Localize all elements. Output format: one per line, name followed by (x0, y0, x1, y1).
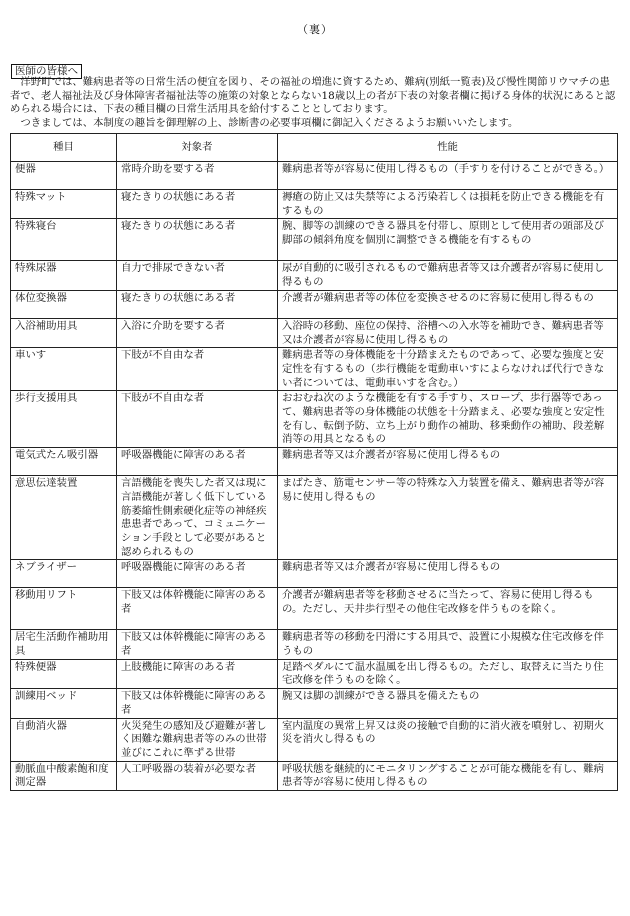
header-target: 対象者 (117, 134, 278, 162)
performance-cell: 腕、脚等の訓練のできる器具を付帯し、原則として使用者の頭部及び脚部の傾斜角度を個別に調整できる機能を有するもの (278, 219, 618, 261)
performance-cell: 介護者が難病患者等の体位を変換させるのに容易に使用し得るもの (278, 290, 618, 318)
performance-cell: 褥瘡の防止又は失禁等による汚染若しくは損耗を防止できる機能を有するもの (278, 190, 618, 219)
table-row (11, 659, 618, 688)
table-row (11, 761, 618, 790)
table-row (11, 630, 618, 659)
table-row (11, 689, 618, 718)
item-cell: 自動消火器 (11, 718, 117, 761)
header-item: 種目 (11, 134, 117, 162)
target-cell: 上肢機能に障害のある者 (117, 659, 278, 688)
table-row (11, 190, 618, 219)
performance-cell: 室内温度の異常上昇又は炎の接触で自動的に消火液を噴射し、初期火災を消火し得るもの (278, 718, 618, 761)
item-cell: 特殊便器 (11, 659, 117, 688)
table-row (11, 476, 618, 560)
item-cell: 特殊マット (11, 190, 117, 219)
table-row (11, 448, 618, 476)
item-cell: 車いす (11, 348, 117, 391)
target-cell: 常時介助を要する者 (117, 162, 278, 190)
performance-cell: 呼吸状態を継続的にモニタリングすることが可能な機能を有し、難病患者等が容易に使用し得るもの (278, 761, 618, 790)
target-cell: 入浴に介助を要する者 (117, 318, 278, 347)
table-row (11, 391, 618, 448)
table-row (11, 162, 618, 190)
performance-cell: 難病患者等が容易に使用し得るもの（手すりを付けることができる。） (278, 162, 618, 190)
table-header-row (11, 134, 618, 162)
performance-cell: まばたき、筋電センサー等の特殊な入力装置を備え、難病患者等が容易に使用し得るもの (278, 476, 618, 560)
header-performance: 性能 (278, 134, 618, 162)
item-cell: 体位変換器 (11, 290, 117, 318)
target-cell: 下肢又は体幹機能に障害のある者 (117, 588, 278, 630)
table-row (11, 348, 618, 391)
target-cell: 言語機能を喪失した者又は現に言語機能が著しく低下している筋萎縮性側索硬化症等の神経疾患患者であって、コミュニケーション手段として必要があると認められるもの (117, 476, 278, 560)
performance-cell: おおむね次のような機能を有する手すり、スロープ、歩行器等であって、難病患者等の身体機能の状態を十分踏まえ、必要な強度と安定性を有し、転倒予防、立ち上がり動作の補助、移乗動作の補助、段差解消等の用具となるもの (278, 391, 618, 448)
table-row (11, 219, 618, 261)
item-cell: 特殊尿器 (11, 261, 117, 290)
item-cell: ネブライザー (11, 560, 117, 588)
intro-paragraph: 洋野町では、難病患者等の日常生活の便宜を図り、その福祉の増進に資するため、難病(別紙一覧表)及び慢性関節リウマチの患者で、老人福祉法及び身体障害者福祉法等の施策の対象とならない18歳以上の者が下表の対象者欄に掲げる身体的状況にあると認められる場合には、下表の種目欄の日常生活用具を給付することとしております。 (10, 76, 616, 116)
performance-cell: 腕又は脚の訓練ができる器具を備えたもの (278, 689, 618, 718)
table-row (11, 588, 618, 630)
item-cell: 電気式たん吸引器 (11, 448, 117, 476)
target-cell: 下肢又は体幹機能に障害のある者 (117, 630, 278, 659)
performance-cell: 難病患者等又は介護者が容易に使用し得るもの (278, 560, 618, 588)
target-cell: 下肢又は体幹機能に障害のある者 (117, 689, 278, 718)
item-cell: 歩行支援用具 (11, 391, 117, 448)
table-row (11, 560, 618, 588)
item-cell: 入浴補助用具 (11, 318, 117, 347)
item-cell: 移動用リフト (11, 588, 117, 630)
target-cell: 火災発生の感知及び避難が著しく困難な難病患者等のみの世帯並びにこれに準ずる世帯 (117, 718, 278, 761)
performance-cell: 尿が自動的に吸引されるもので難病患者等又は介護者が容易に使用し得るもの (278, 261, 618, 290)
target-cell: 自力で排尿できない者 (117, 261, 278, 290)
target-cell: 呼吸器機能に障害のある者 (117, 560, 278, 588)
performance-cell: 介護者が難病患者等を移動させるに当たって、容易に使用し得るもの。ただし、天井歩行型その他住宅改修を伴うものを除く。 (278, 588, 618, 630)
target-cell: 人工呼吸器の装着が必要な者 (117, 761, 278, 790)
item-cell: 特殊寝台 (11, 219, 117, 261)
item-cell: 居宅生活動作補助用具 (11, 630, 117, 659)
notice-box-label: 医師の皆様へ (11, 64, 82, 79)
target-cell: 寝たきりの状態にある者 (117, 290, 278, 318)
performance-cell: 難病患者等の移動を円滑にする用具で、設置に小規模な住宅改修を伴うもの (278, 630, 618, 659)
performance-cell: 難病患者等又は介護者が容易に使用し得るもの (278, 448, 618, 476)
target-cell: 呼吸器機能に障害のある者 (117, 448, 278, 476)
table-row (11, 261, 618, 290)
table-row (11, 290, 618, 318)
performance-cell: 足踏ペダルにて温水温風を出し得るもの。ただし、取替えに当たり住宅改修を伴うものを除く。 (278, 659, 618, 688)
intro-paragraph: つきましては、本制度の趣旨を御理解の上、診断書の必要事項欄に御記入くださるようお願いいたします。 (20, 116, 519, 129)
performance-cell: 難病患者等の身体機能を十分踏まえたものであって、必要な強度と安定性を有するもの（歩行機能を電動車いすによらなければ代行できない者については、電動車いすを含む。） (278, 348, 618, 391)
target-cell: 下肢が不自由な者 (117, 348, 278, 391)
target-cell: 寝たきりの状態にある者 (117, 219, 278, 261)
table-row (11, 718, 618, 761)
equipment-table (10, 133, 618, 791)
target-cell: 寝たきりの状態にある者 (117, 190, 278, 219)
item-cell: 訓練用ベッド (11, 689, 117, 718)
item-cell: 意思伝達装置 (11, 476, 117, 560)
page-heading: （裏） (297, 23, 333, 36)
table-row (11, 318, 618, 347)
target-cell: 下肢が不自由な者 (117, 391, 278, 448)
item-cell: 動脈血中酸素飽和度測定器 (11, 761, 117, 790)
intro-text (10, 76, 616, 130)
performance-cell: 入浴時の移動、座位の保持、浴槽への入水等を補助でき、難病患者等又は介護者が容易に使用し得るもの (278, 318, 618, 347)
item-cell: 便器 (11, 162, 117, 190)
